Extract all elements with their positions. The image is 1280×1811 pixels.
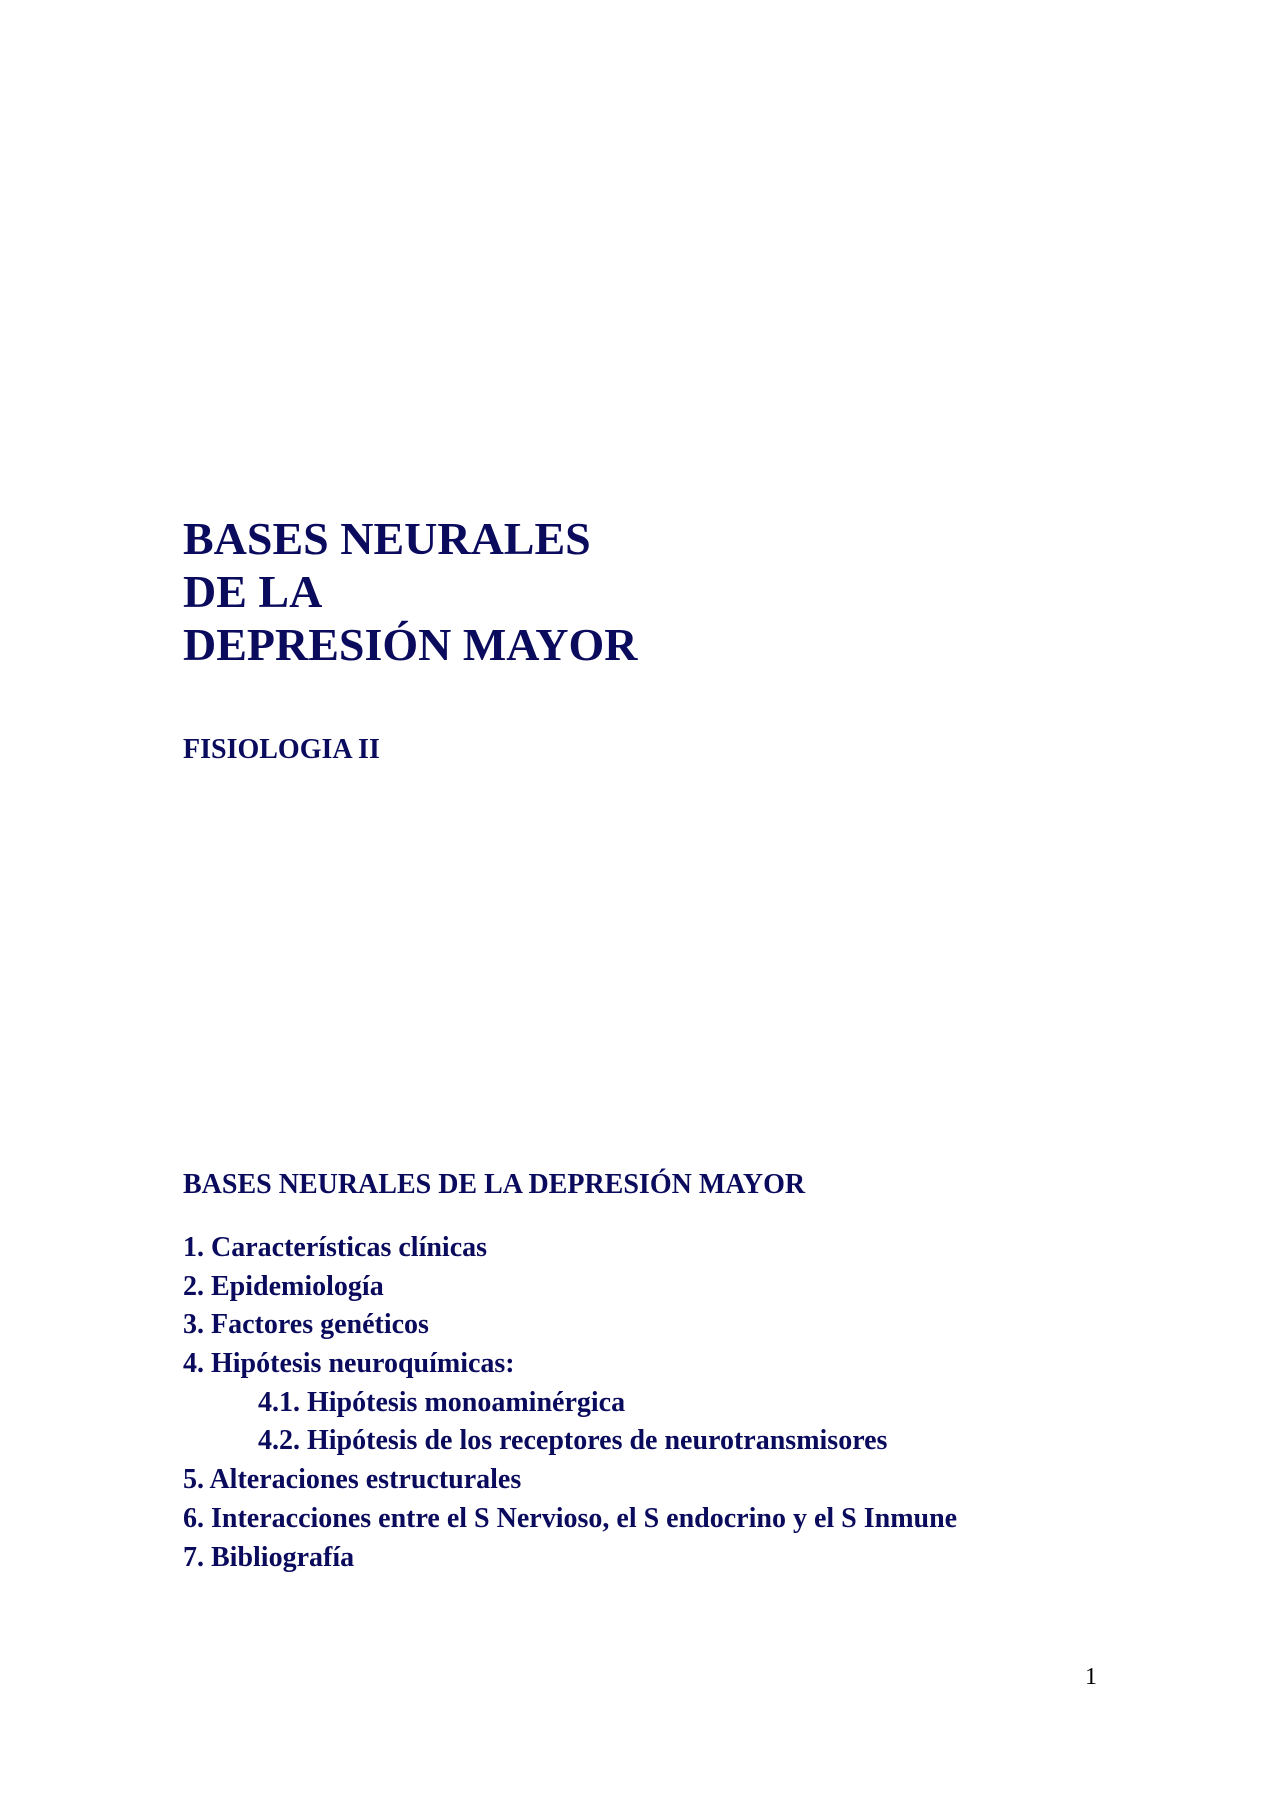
toc-item: 7. Bibliografía (183, 1541, 355, 1573)
course-subject: FISIOLOGIA II (183, 734, 380, 765)
title-line-1: BASES NEURALES (183, 513, 591, 564)
toc-heading: BASES NEURALES DE LA DEPRESIÓN MAYOR (183, 1169, 806, 1200)
toc-item: 5. Alteraciones estructurales (183, 1464, 522, 1496)
table-of-contents (183, 1229, 957, 1577)
title-line-2: DE LA (183, 566, 323, 617)
toc-item: 6. Interacciones entre el S Nervioso, el S endocrino y el S Inmune (183, 1502, 958, 1534)
toc-subitem: 4.1. Hipótesis monoaminérgica (258, 1386, 626, 1418)
document-title (183, 512, 638, 671)
toc-subitem: 4.2. Hipótesis de los receptores de neurotransmisores (258, 1425, 888, 1457)
toc-item: 1. Características clínicas (183, 1232, 488, 1263)
title-line-3: DEPRESIÓN MAYOR (183, 619, 638, 670)
toc-item: 2. Epidemiología (183, 1270, 384, 1302)
toc-item: 4. Hipótesis neuroquímicas: (183, 1348, 515, 1380)
toc-item: 3. Factores genéticos (183, 1309, 429, 1341)
page-number: 1 (1085, 1664, 1097, 1690)
